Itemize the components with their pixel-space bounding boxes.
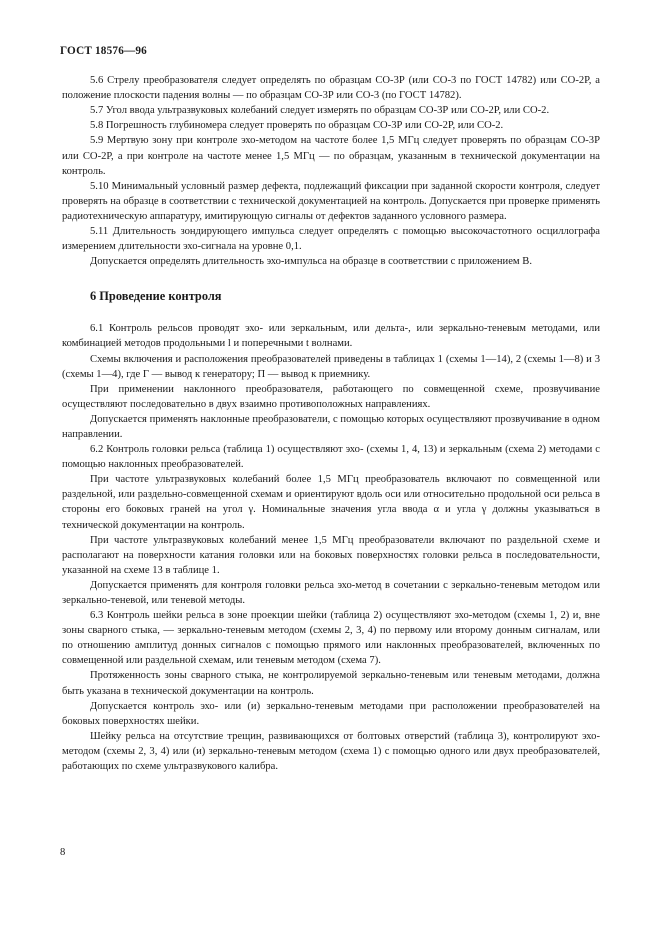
document-page [62, 44, 600, 774]
paragraph-6-1-inclined: При применении наклонного преобразователя, работающего по совмещенной схеме, прозвучивание осуществляют последовательно в двух взаимно противоположных направлениях. [62, 383, 600, 410]
paragraph-5-10: 5.10 Минимальный условный размер дефекта, подлежащий фиксации при заданной скорости контроля, следует проверять на образце в соответствии с технической документацией на контроль. Допускается при проверке применять радиотехническую аппаратуру, имитирующую сигналы от дефектов заданного условного размера. [62, 180, 600, 222]
paragraph-6-1-allowed: Допускается применять наклонные преобразователи, с помощью которых осуществляют прозвучивание в одном направлении. [62, 413, 600, 440]
paragraph-6-1-schemes: Схемы включения и расположения преобразователей приведены в таблицах 1 (схемы 1—14), 2 (схемы 1—8) и 3 (схемы 1—4), где Г — вывод к генератору; П — вывод к приемнику. [62, 353, 600, 380]
paragraph-6-2-allowed: Допускается применять для контроля головки рельса эхо-метод в сочетании с зеркально-теневым методом или зеркально-теневой, или теневой методы. [62, 579, 600, 606]
page-number: 8 [60, 847, 66, 858]
paragraph-6-2-low-freq: При частоте ультразвуковых колебаний менее 1,5 МГц преобразователи включают по раздельной схеме и располагают на поверхности катания головки или на боковых поверхностях головки рельса в последовательности, указанной на схеме 13 в таблице 1. [62, 534, 600, 576]
section-6-body [62, 321, 600, 774]
paragraph-5-8: 5.8 Погрешность глубиномера следует проверять по образцам СО-3Р или СО-2Р, или СО-2. [90, 120, 504, 132]
section-5-continuation [62, 73, 600, 269]
paragraph-5-6: 5.6 Стрелу преобразователя следует определять по образцам СО-3Р (или СО-3 по ГОСТ 14782) или СО-2Р, а положение плоскости падения волны — по образцам СО-3Р или СО-3 (по ГОСТ 14782). [62, 75, 600, 102]
paragraph-5-7: 5.7 Угол ввода ультразвуковых колебаний следует измерять по образцам СО-3Р или СО-2Р, или СО-2. [90, 105, 550, 117]
paragraph-5-9: 5.9 Мертвую зону при контроле эхо-методом на частоте более 1,5 МГц следует проверять по образцам СО-3Р или СО-2Р, а при контроле на частоте менее 1,5 МГц — по образцам, указанным в технической документации на контроль. [62, 135, 600, 177]
section-6-title: 6 Проведение контроля [90, 289, 222, 304]
document-header: ГОСТ 18576—96 [60, 45, 147, 57]
paragraph-6-1: 6.1 Контроль рельсов проводят эхо- или зеркальным, или дельта-, или зеркально-теневым методами, или комбинацией методов продольными l и поперечными t волнами. [62, 323, 600, 350]
paragraph-5-11: 5.11 Длительность зондирующего импульса следует определять с помощью высокочастотного осциллографа измерением длительности эхо-сигнала на уровне 0,1. [62, 226, 600, 253]
paragraph-6-3: 6.3 Контроль шейки рельса в зоне проекции шейки (таблица 2) осуществляют эхо-методом (схемы 1, 2) и, вне зоны сварного стыка, — зеркально-теневым методом (схемы 2, 3, 4) по первому или второму донным сигналам, или по отношению амплитуд донных сигналов с помощью прямого или наклонных преобразователей, включенных по совмещенной или раздельной схемам, или теневым методом (схема 7). [62, 610, 600, 667]
paragraph-6-3-weld-zone: Протяженность зоны сварного стыка, не контролируемой зеркально-теневым или теневым методами, должна быть указана в технической документации на контроль. [62, 670, 600, 697]
paragraph-6-2: 6.2 Контроль головки рельса (таблица 1) осуществляют эхо- (схемы 1, 4, 13) и зеркальным (схема 2) методами с помощью наклонных преобразователей. [62, 444, 600, 471]
paragraph-6-3-bolt-holes: Шейку рельса на отсутствие трещин, развивающихся от болтовых отверстий (таблица 3), контролируют эхо-методом (схемы 2, 3, 4) или (и) зеркально-теневым методом (схема 1) с помощью одного или двух преобразователей, работающих по схеме ультразвукового калибра. [62, 730, 600, 773]
paragraph-6-2-high-freq: При частоте ультразвуковых колебаний более 1,5 МГц преобразователь включают по совмещенной или раздельной, или раздельно-совмещенной схемам и ориентируют вдоль оси или относительно продольной оси рельса в стороны его боковых граней на угол γ. Номинальные значения угла ввода α и угла γ должны указываться в технической документации на контроль. [62, 474, 600, 531]
paragraph-6-3-allowed: Допускается контроль эхо- или (и) зеркально-теневым методами при расположении преобразователей на боковых поверхностях шейки. [62, 700, 600, 727]
paragraph-5-11-note: Допускается определять длительность эхо-импульса на образце в соответствии с приложением В. [90, 256, 532, 268]
